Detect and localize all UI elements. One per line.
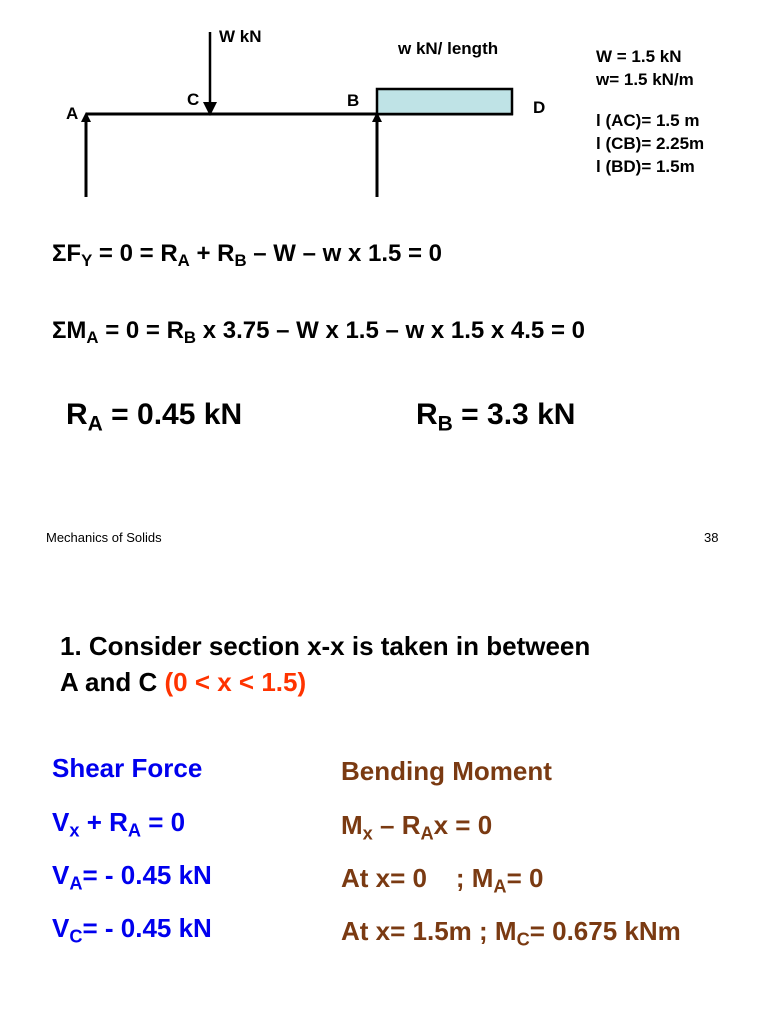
load-label: W kN xyxy=(219,27,262,46)
point-a-label: A xyxy=(66,104,79,123)
moment-line-3: At x= 1.5m ; $M_C= 0.675$ kNm xyxy=(341,916,681,950)
point-d-label: D xyxy=(533,98,546,117)
footer-title: Mechanics of Solids xyxy=(46,530,162,545)
page-number: 38 xyxy=(704,530,719,545)
shear-force-title: Shear Force xyxy=(52,753,203,783)
moment-line-1: $M_x - R_Ax = 0$ xyxy=(341,810,493,844)
equation-force-balance: $\Sigma F_Y = 0 = R_A + R_B - W - w$ x 1.5 = 0 xyxy=(52,240,443,271)
moment-line-2: At x= 0 ; $M_A= 0$ xyxy=(341,863,544,897)
shear-line-1: $V_x + R_A = 0$ xyxy=(52,807,186,841)
given-w: w= 1.5 kN/m xyxy=(596,70,694,89)
given-W: W = 1.5 kN xyxy=(596,47,682,66)
point-c-label: C xyxy=(187,90,200,109)
range-text: (0 < x < 1.5) xyxy=(164,667,307,697)
point-b-label: B xyxy=(347,91,360,110)
result-ra: $R_A = 0.45$ kN xyxy=(66,398,243,436)
shear-line-2: $V_A= - 0.45$ kN xyxy=(52,860,212,894)
given-l-ac: l (AC)= 1.5 m xyxy=(596,111,700,130)
udl-label: w kN/ length xyxy=(398,39,499,58)
equation-moment-balance: $\Sigma M_A = 0 = R_B$ x 3.75 – W x 1.5 – w x 1.5 x 4.5 = 0 xyxy=(52,317,585,348)
given-l-cb: l (CB)= 2.25m xyxy=(596,134,705,153)
udl-block xyxy=(377,89,512,114)
section-heading: 1. Consider section x-x is taken in between A and C (0 < x < 1.5) xyxy=(60,631,591,697)
result-rb: $R_B = 3.3$ kN xyxy=(416,398,576,436)
shear-line-3: $V_C= - 0.45$ kN xyxy=(52,913,212,947)
given-l-bd: l (BD)= 1.5m xyxy=(596,157,695,176)
given-values xyxy=(596,45,704,178)
bending-moment-title: Bending Moment xyxy=(341,756,552,786)
